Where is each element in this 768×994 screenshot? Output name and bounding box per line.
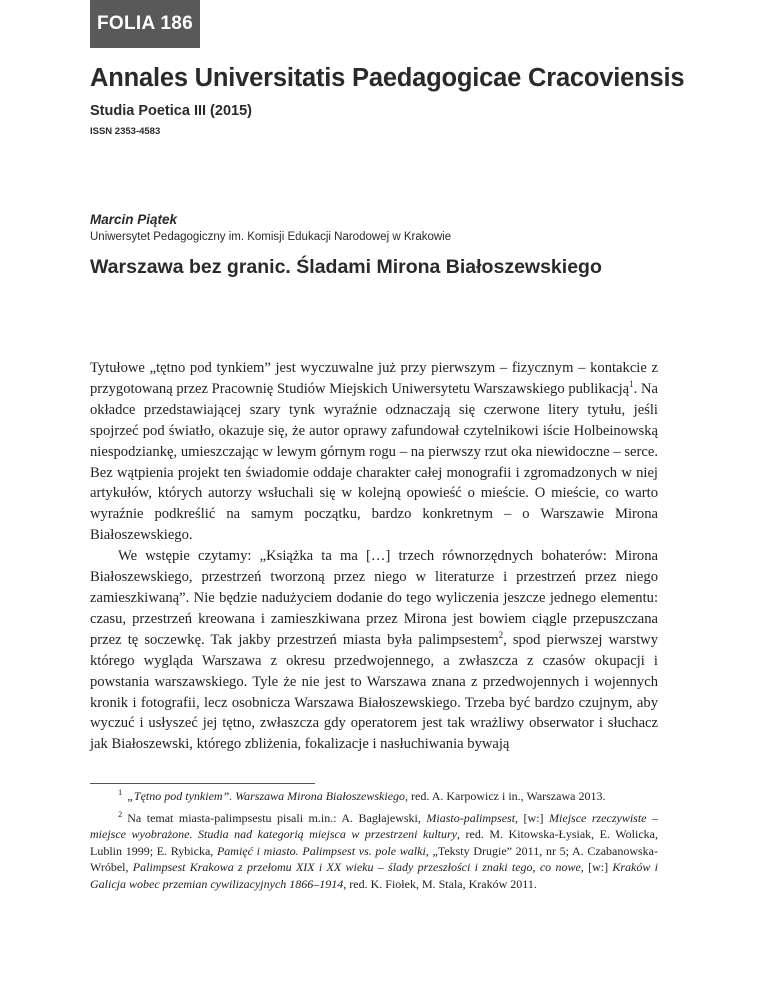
footnote-2-text-d: , „Teksty Drugie” 2011, nr 5; A. Czabanowska-Wróbel,	[90, 843, 659, 875]
footnote-2-text-c: , red. M. Kitowska-Łysiak, E. Wolicka, Lublin 1999; E. Rybicka,	[90, 827, 658, 858]
footnote-2-text-e: , [w:]	[580, 860, 613, 875]
footnote-2-text-f: , red. K. Fiołek, M. Stala, Kraków 2011.	[343, 876, 537, 891]
footnote-2-title-1: Miasto-palimpsest	[426, 810, 516, 825]
footnote-2	[90, 810, 658, 893]
footnote-ref-2[interactable]: 2	[498, 629, 504, 640]
footnote-2-title-3: Pamięć i miasto. Palimpsest vs. pole walki	[216, 843, 426, 858]
author-affiliation: Uniwersytet Pedagogiczny im. Komisji Edukacji Narodowej w Krakowie	[90, 231, 452, 243]
article-body	[90, 358, 658, 755]
footnote-divider	[90, 783, 315, 784]
journal-title: Annales Universitatis Paedagogicae Cracoviensis	[90, 64, 685, 92]
paragraph-1-text-b: . Na okładce przedstawiającej szary tynk wyraźnie odznaczają się czerwone litery tytułu, jeśli spojrzeć pod światło, okazuje się, że autor oprawy zafundował czytelnikowi iście Holbeinowską niespodziankę, umieszczając w lewym górnym rogu – na pierwszy rzut oka niewidoczne – serce. Bez wątpienia projekt ten świadomie oddaje charakter całej monografii i zgromadzonych w niej artykułów, których autorzy wsłuchali się w kolejną opowieść o mieście. O mieście, co warto wyraźnie podkreślić na samym początku, bardzo konkretnym – o Warszawie Mirona Białoszewskiego.	[90, 380, 658, 544]
paragraph-1	[90, 358, 658, 546]
paragraph-2-text-b: , spod pierwszej warstwy którego wygląda Warszawa z okresu przedwojennego, a zwłaszcza z czasów okupacji i powstania warszawskiego. Tyle że nie jest to Warszawa znana z przedwojennych i wojennych kronik i fotografii, lecz osobnicza Warszawa Białoszewskiego. Trzeba być bardzo czujnym, aby wyczuć i usłyszeć jej tętno, zwłaszcza gdy operatorem jest tak wrażliwy obserwator i słuchacz jak Białoszewski, którego zbliżenia, fokalizacje i nasłuchiwania bywają	[90, 631, 659, 753]
footnote-2-text-b: , [w:]	[515, 810, 550, 825]
author-name: Marcin Piątek	[90, 212, 178, 227]
issn: ISSN 2353-4583	[90, 126, 161, 137]
footnote-2-title-2: Miejsce rzeczywiste – miejsce wyobrażone. Studia nad kategorią miejsca w przestrzeni kultury	[90, 810, 658, 842]
footnote-1-mark: 1	[118, 787, 123, 797]
footnote-2-mark: 2	[118, 808, 123, 819]
article-title: Warszawa bez granic. Śladami Mirona Białoszewskiego	[90, 256, 602, 278]
footnotes	[90, 788, 658, 893]
footnote-1-rest: , red. A. Karpowicz i in., Warszawa 2013.	[405, 789, 606, 803]
footnote-1-title: „Tętno pod tynkiem”. Warszawa Mirona Białoszewskiego	[127, 789, 406, 803]
footnote-2-title-4: Palimpsest Krakowa z przełomu XIX i XX wieku – ślady przeszłości i znaki tego, co nowe	[132, 860, 581, 875]
footnote-2-text-a: Na temat miasta-palimpsestu pisali m.in.: A. Bagłajewski,	[127, 810, 427, 825]
paragraph-2-text-a: We wstępie czytamy: „Książka ta ma […] trzech równorzędnych bohaterów: Mirona Białoszewskiego, przestrzeń tworzoną przez niego w literaturze i przestrzeń przez niego zamieszkiwaną”. Nie będzie nadużyciem dodanie do tego wyliczenia jeszcze jednego elementu: czasu, przestrzeń kreowana i zamieszkiwana przez Mirona jest bowiem ciągle przepuszczana przez tę soczewkę. Tak jakby przestrzeń miasta była palimpsestem	[90, 548, 658, 648]
series-title: Studia Poetica III (2015)	[90, 103, 252, 119]
footnote-ref-1[interactable]: 1	[629, 379, 634, 390]
paragraph-2	[90, 546, 658, 755]
paragraph-1-text-a: Tytułowe „tętno pod tynkiem” jest wyczuwalne już przy pierwszym – fizycznym – kontakcie z przygotowaną przez Pracownię Studiów Miejskich Uniwersytetu Warszawskiego publikacją	[90, 360, 658, 397]
footnote-1	[90, 788, 658, 805]
footnote-2-title-5: Kraków i Galicja wobec przemian cywilizacyjnych 1866–1914	[90, 860, 658, 891]
folia-badge: FOLIA 186	[90, 0, 200, 48]
